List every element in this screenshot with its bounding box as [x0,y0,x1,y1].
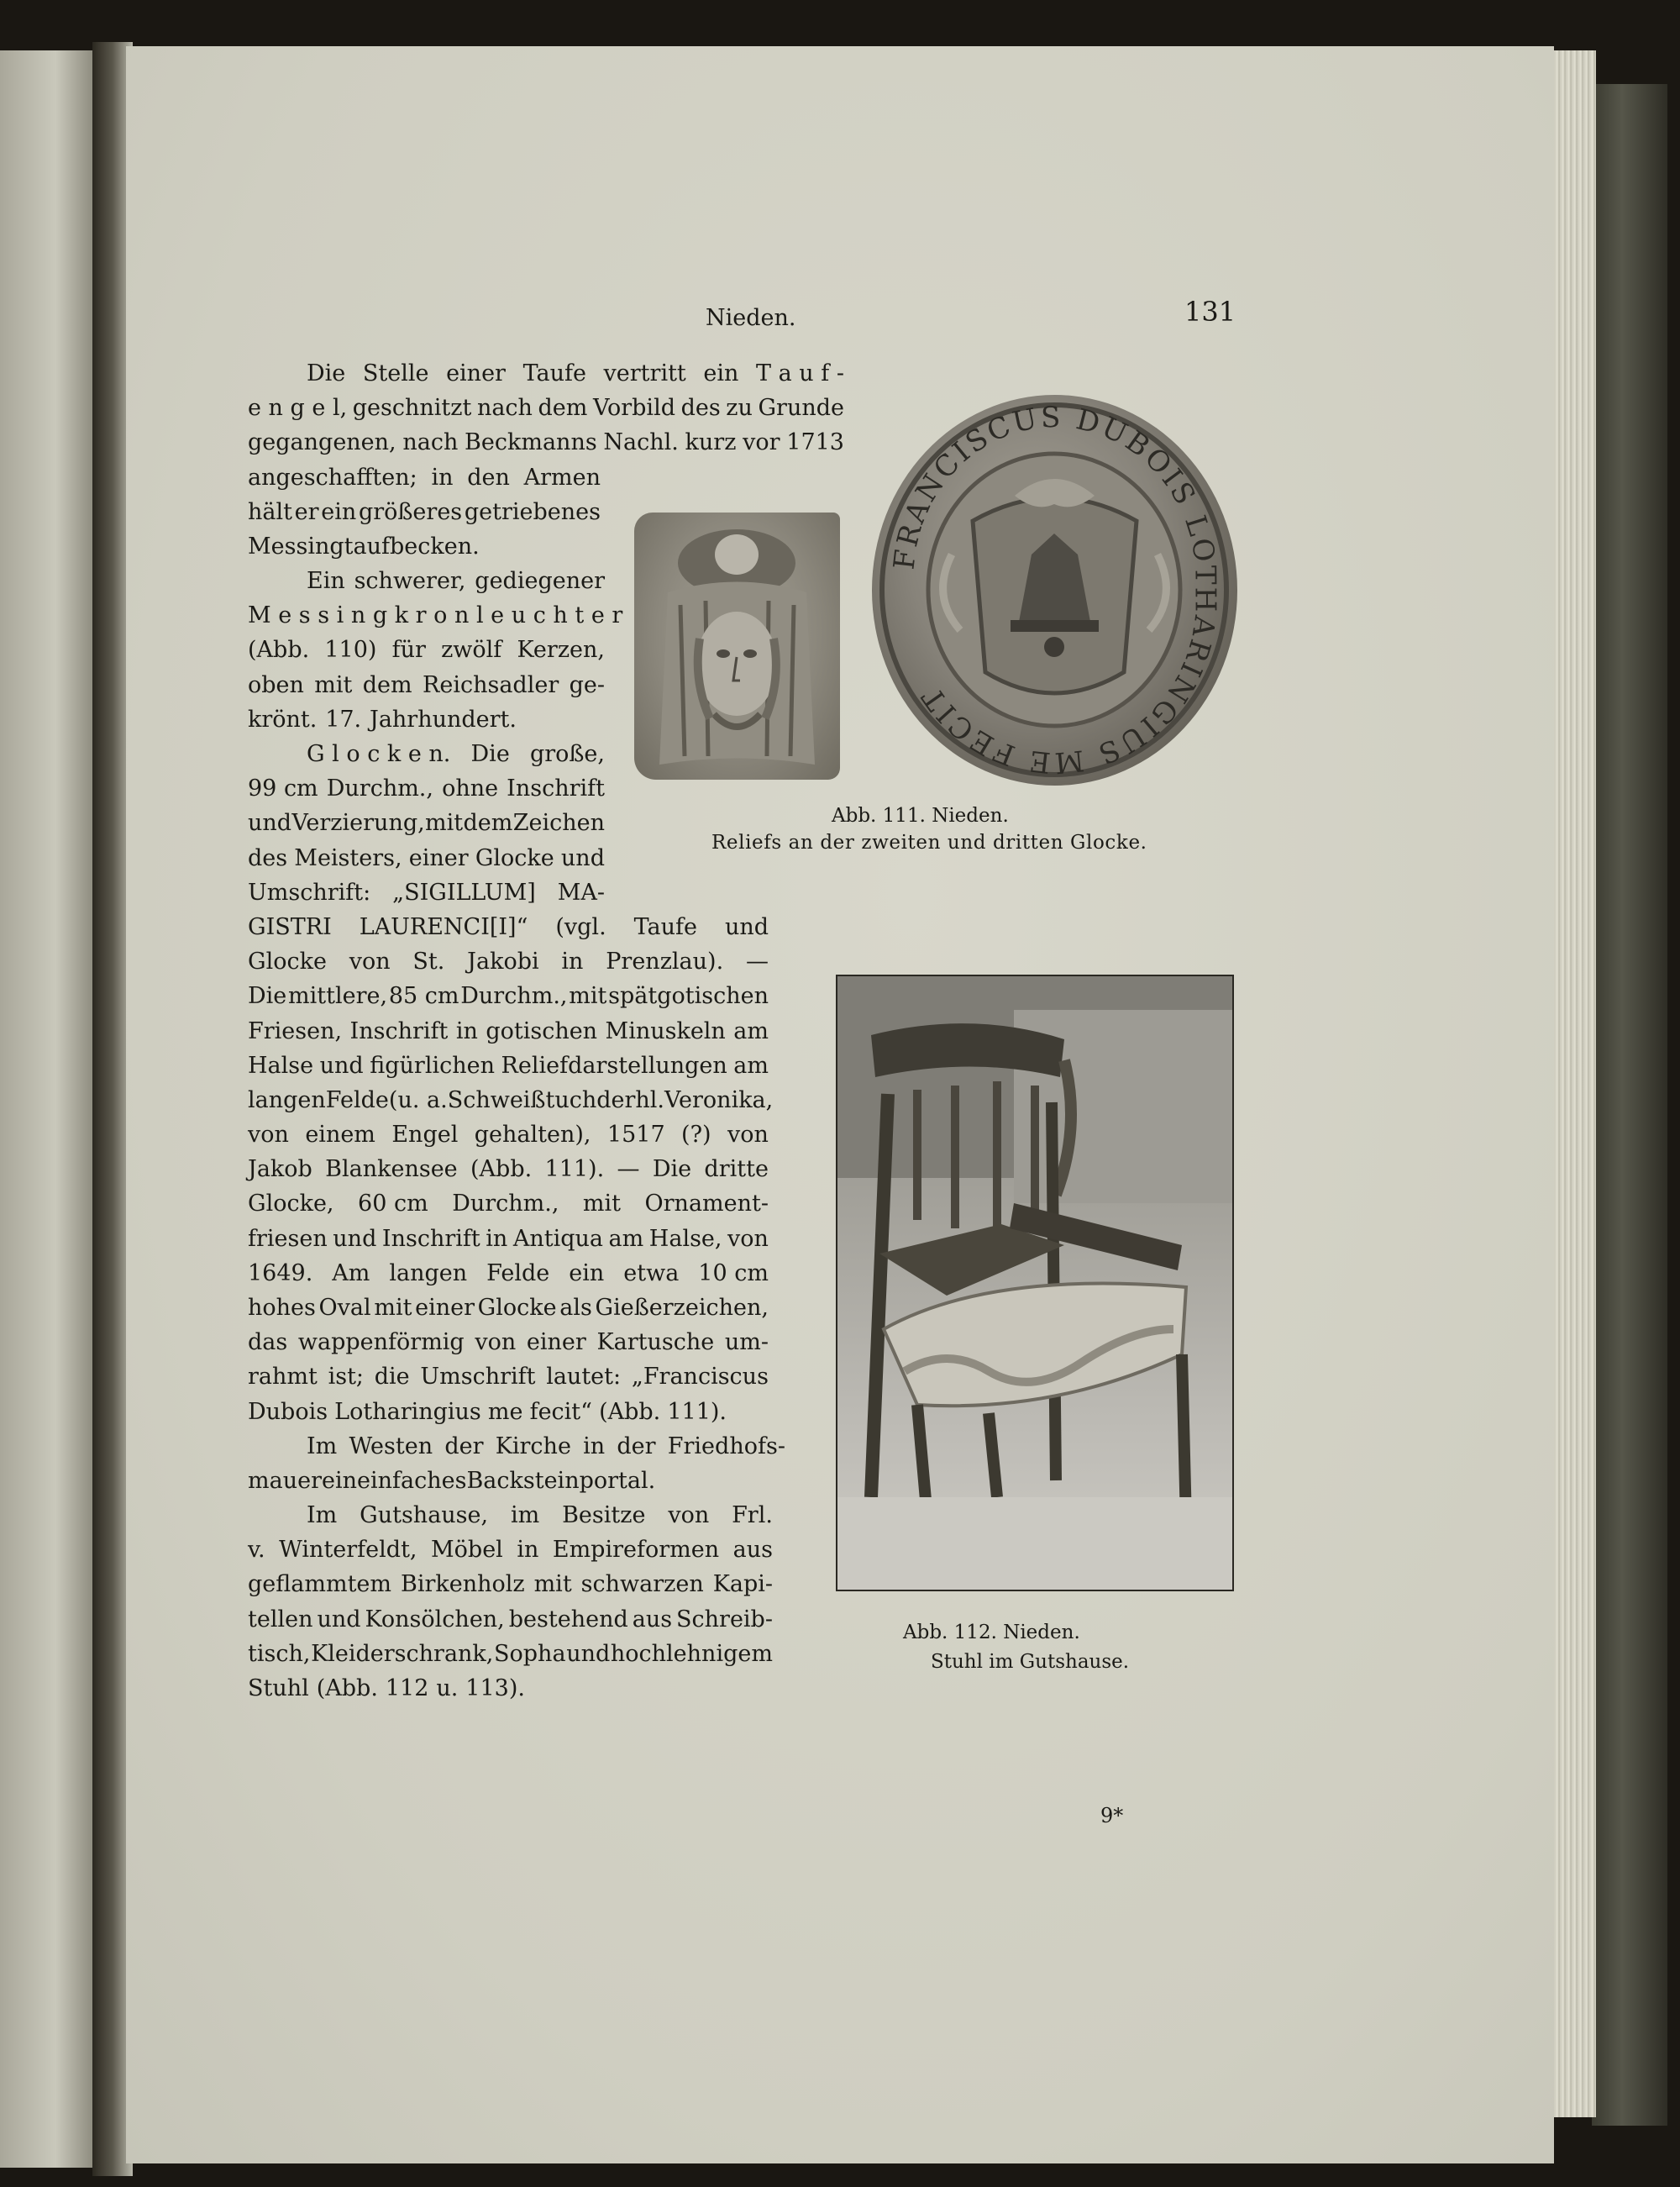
word: einer [446,360,506,386]
paragraph-kronleuchter [248,564,623,737]
word: Engel [391,1122,459,1149]
word: Am [332,1259,370,1286]
word: mit [569,983,607,1010]
text-line [248,806,605,840]
page-number: 131 [1184,296,1236,328]
word: Kartusche [596,1329,715,1356]
word: aus [632,1606,673,1632]
word: schwerer, [354,568,466,594]
word: ohne [442,775,499,802]
word: größeres [358,498,463,525]
word: LAURENCI[I]“ [359,913,528,940]
word: um- [724,1329,769,1356]
word: 1649. [248,1259,313,1286]
word: einer [526,1329,586,1356]
word: einem [305,1122,375,1149]
word: mit [533,1571,572,1598]
word: Halse [248,1052,314,1079]
word: Blankensee [325,1156,458,1183]
word: Im [307,1433,338,1459]
word: Ein [307,568,345,594]
word: Gutshause, [360,1502,489,1528]
word: u. [436,1674,459,1701]
text-line [248,1222,769,1256]
word: der [444,1433,484,1459]
word: figürlichen [370,1052,495,1079]
word: Dubois [248,1398,328,1425]
word: hält [248,498,292,525]
word: kurz [685,429,737,456]
word: dritte [704,1156,769,1183]
text-line [307,564,605,598]
text-line [248,425,844,460]
text-line [248,1325,769,1359]
word: Veronika, [664,1086,774,1113]
word: bestehend [508,1606,628,1632]
empire-chair-photo [836,975,1234,1591]
word: T a u f - [756,360,844,386]
word: nach [476,395,533,422]
word: „SIGILLUM] [392,879,536,906]
signature-mark: 9* [1100,1804,1124,1827]
word: als [559,1295,592,1321]
word: gediegener [475,568,605,594]
text-line [248,1049,769,1083]
word: Antiqua [512,1225,603,1252]
word: in [561,949,584,975]
word: M e s s i n g k r o n l e u c h t e r [248,602,623,629]
word: Beckmanns [465,429,597,456]
word: Winterfeldt, [279,1537,417,1564]
word: einfaches [357,1468,467,1495]
word: 99 cm [248,775,318,802]
word: 1713 [786,429,844,456]
word: 10 cm [698,1259,769,1286]
word: Besitze [562,1502,646,1528]
word: (Abb. [248,637,310,664]
word: Verzierung, [291,810,425,837]
word: langen [248,1086,326,1113]
word: Die [307,360,346,386]
word: angeschafften; [248,464,417,491]
word: in [486,1225,508,1252]
word: Minuskeln [605,1017,726,1044]
word: 110) [324,637,377,664]
word: geflammtem [248,1571,392,1598]
text-line [248,1152,769,1186]
word: wappenförmig [297,1329,465,1356]
word: MA- [557,879,605,906]
word: des [248,844,288,871]
word: Westen [349,1433,433,1459]
word: ge- [569,671,605,698]
word: Glocke [477,1295,557,1321]
word: in [517,1537,539,1564]
word: Jakobi [467,949,539,975]
word: Birkenholz [400,1571,525,1598]
text-line [248,1083,774,1117]
word: ist; [328,1364,365,1391]
word: (Abb. [316,1674,378,1701]
word: spätgotischen [608,983,769,1010]
word: mit [425,810,464,837]
word: Durchm., [326,775,433,802]
word: aus [732,1537,773,1564]
word: Kerzen, [517,637,605,664]
word: vor [743,429,780,456]
word: mit [582,1191,622,1217]
word: Umschrift [420,1364,536,1391]
word: Taufe [522,360,586,386]
word: Durchm., [460,983,568,1010]
text-line [248,1186,769,1221]
word: Felde [325,1086,389,1113]
word: am [733,1052,769,1079]
text-line [307,1429,785,1464]
word: in [431,464,454,491]
text-line [248,1359,769,1394]
word: einer [408,844,469,871]
word: e n g e l, [248,395,348,422]
word: Friesen, [248,1017,343,1044]
word: — [745,949,769,975]
word: von [248,1122,289,1149]
word: Jahrhundert. [370,706,517,733]
word: in [583,1433,606,1459]
word: ein [321,1468,357,1495]
word: hohes [248,1295,316,1321]
word: Kleiderschrank, [311,1640,494,1667]
text-line [307,1498,773,1532]
text-line [248,1464,656,1498]
word: Inschrift [349,1017,449,1044]
text-line [248,460,601,495]
word: mauer [248,1468,322,1495]
word: von [349,949,391,975]
text-line [307,356,844,391]
word: 17. [325,706,362,733]
word: des [680,395,721,422]
word: im [510,1502,540,1528]
word: Jakob [248,1156,312,1183]
word: dem [362,671,412,698]
text-line [248,1117,769,1152]
word: Ornament- [644,1191,769,1217]
text-line [248,668,605,702]
text-line [248,1532,773,1567]
word: — [617,1156,640,1183]
word: fecit“ [529,1398,592,1425]
word: am [733,1017,769,1044]
word: Nachl. [603,429,679,456]
word: und [319,1052,364,1079]
word: St. [412,949,445,975]
word: krönt. [248,706,318,733]
word: (vgl. [555,913,606,940]
caption-abb111-text: Reliefs an der zweiten und dritten Glocke. [711,832,1147,854]
word: Empireformen [552,1537,720,1564]
text-line [248,1014,769,1049]
word: (Abb. [470,1156,533,1183]
word: schwarzen [580,1571,704,1598]
word: Durchm., [452,1191,559,1217]
text-line [248,1256,769,1291]
word: G l o c k e n. [307,741,451,767]
word: Die [470,741,510,767]
word: gegangenen, [248,429,396,456]
word: GISTRI [248,913,332,940]
word: Reichsadler [423,671,559,698]
book-cover-edge [1592,84,1667,2126]
text-line [248,391,844,425]
word: geschnitzt [352,395,472,422]
word: für [391,637,426,664]
word: Glocke, [248,1191,334,1217]
word: von [727,1225,769,1252]
word: v. [248,1537,265,1564]
word: Die [652,1156,692,1183]
text-line [248,1395,727,1429]
word: mit [374,1295,412,1321]
word: Friedhofs- [667,1433,785,1459]
chair-drawing [837,976,1232,1590]
word: dem [538,395,588,422]
caption-abb112-text: Stuhl im Gutshause. [931,1651,1130,1673]
text-line [248,529,601,564]
word: Reliefdarstellungen [501,1052,727,1079]
word: Meisters, [294,844,402,871]
word: und [248,810,292,837]
word: und [724,913,769,940]
word: friesen [248,1225,328,1252]
word: von [668,1502,710,1528]
word: Lotharingius [334,1398,481,1425]
text-line [248,1637,773,1671]
word: 111). [667,1398,727,1425]
word: 111). [544,1156,605,1183]
word: Umschrift: [248,879,371,906]
word: Prenzlau). [606,949,724,975]
text-line [248,633,605,667]
paragraph-glocken [248,737,774,1429]
word: die [374,1364,410,1391]
word: langen [389,1259,468,1286]
seal-inscription: FRANCISCUS DUBOIS LOTHARINGIUS ME FECIT [887,400,1222,780]
text-line [248,1602,773,1637]
word: Stuhl [248,1674,309,1701]
seal-drawing [872,395,1237,786]
word: der [596,1086,636,1113]
word: 1517 [606,1122,665,1149]
word: lautet: [546,1364,622,1391]
word: mittlere, [288,983,388,1010]
word: nach [402,429,459,456]
word: getriebenes [464,498,601,525]
word: (?) [681,1122,711,1149]
word: 113). [465,1674,525,1701]
caption-abb111-title: Abb. 111. Nieden. [832,805,1009,827]
paragraph-friedhofsmauer [248,1429,785,1498]
word: Kirche [495,1433,571,1459]
text-line [248,1671,525,1706]
text-line [248,841,605,875]
text-line [248,910,769,944]
word: Schreib- [676,1606,773,1632]
word: dem [463,810,513,837]
word: 60 cm [358,1191,428,1217]
text-line [248,702,517,737]
word: Felde [486,1259,550,1286]
word: Gießerzeichen, [595,1295,769,1321]
text-line [248,771,605,806]
text-line [248,979,769,1013]
word: „Franciscus [631,1364,769,1391]
word: Inschrift [381,1225,480,1252]
word: Vorbild [592,395,675,422]
word: der [617,1433,656,1459]
paragraph-gutshaus [248,1498,773,1706]
word: oben [248,671,304,698]
word: Messingtaufbecken. [248,533,480,560]
word: Glocke [475,844,554,871]
text-line [248,495,601,529]
word: ein [703,360,739,386]
word: Glocke [248,949,327,975]
word: 112 [385,1674,429,1701]
word: und [560,844,605,871]
text-line [307,737,605,771]
word: in [455,1017,478,1044]
word: Schweißtuch [447,1086,597,1113]
word: er [294,498,319,525]
word: tellen [248,1606,313,1632]
word: rahmt [248,1364,318,1391]
word: und [566,1640,611,1667]
word: gotischen [486,1017,598,1044]
caption-abb112-title: Abb. 112. Nieden. [903,1622,1080,1643]
word: vertritt [603,360,686,386]
word: ein [569,1259,605,1286]
word: (Abb. [599,1398,661,1425]
word: Konsölchen, [365,1606,505,1632]
word: Armen [523,464,601,491]
word: etwa [623,1259,680,1286]
word: und [333,1225,377,1252]
text-line [248,1291,769,1325]
word: mit [314,671,353,698]
word: Frl. [732,1502,773,1528]
running-header: Nieden. [706,305,796,331]
word: und [317,1606,361,1632]
word: ein [321,498,357,525]
word: Backsteinportal. [466,1468,656,1495]
relief-veronica-image [634,513,840,780]
word: Oval [318,1295,371,1321]
word: große, [529,741,605,767]
founder-seal-image [872,395,1237,786]
text-line [248,944,769,979]
word: den [467,464,510,491]
word: me [487,1398,523,1425]
word: Im [307,1502,338,1528]
word: Inschrift [507,775,605,802]
word: Sopha [494,1640,566,1667]
word: das [248,1329,288,1356]
word: Halse, [648,1225,722,1252]
word: von [475,1329,517,1356]
word: Taufe [633,913,697,940]
left-page-edge [0,50,92,2168]
word: am [608,1225,644,1252]
word: hochlehnigem [610,1640,773,1667]
word: Die [248,983,287,1010]
word: hl. [635,1086,665,1113]
word: zu [726,395,753,422]
word: (u. a. [388,1086,448,1113]
text-line [248,875,605,910]
word: zwölf [441,637,502,664]
word: Stelle [362,360,429,386]
word: tisch, [248,1640,311,1667]
relief-drawing [634,513,840,780]
word: Grunde [758,395,844,422]
word: Kapi- [712,1571,773,1598]
text-line [248,1567,773,1601]
text-line [248,598,623,633]
word: 85 cm [388,983,459,1010]
word: Möbel [431,1537,503,1564]
word: gehalten), [474,1122,591,1149]
word: Zeichen [512,810,605,837]
word: von [727,1122,769,1149]
word: einer [415,1295,475,1321]
